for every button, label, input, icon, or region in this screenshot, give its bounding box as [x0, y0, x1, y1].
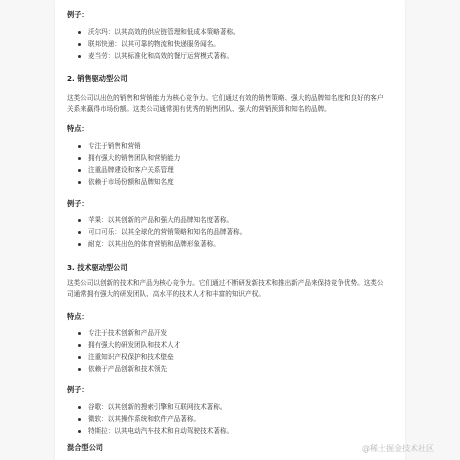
examples-label: 例子：	[67, 10, 89, 19]
list-item: 耐克：以其出色的体育营销和品牌形象著称。	[77, 238, 246, 250]
tech-examples-list	[77, 401, 233, 437]
list-item: 专注于销售和营销	[77, 140, 180, 152]
list-item: 拥有强大的销售团队和营销能力	[77, 152, 180, 164]
list-item: 微软：以其操作系统和软件产品著称。	[77, 413, 233, 425]
section-heading-tech: 3. 技术驱动型公司	[67, 263, 128, 272]
list-item: 麦当劳：以其标准化和高效的餐厅运营模式著称。	[77, 50, 240, 62]
list-item: 苹果：以其创新的产品和强大的品牌知名度著称。	[77, 214, 246, 226]
list-item: 联邦快递：以其可靠的物流和快递服务闻名。	[77, 38, 240, 50]
examples-label: 例子：	[67, 199, 89, 208]
list-item: 可口可乐：以其全球化的营销策略和知名的品牌著称。	[77, 226, 246, 238]
document-page	[55, 0, 405, 460]
sales-examples-list	[77, 214, 246, 250]
features-label: 特点：	[67, 312, 89, 321]
features-label: 特点：	[67, 124, 89, 133]
list-item: 注重品牌建设和客户关系管理	[77, 164, 180, 176]
list-item: 注重知识产权保护和技术壁垒	[77, 351, 180, 363]
section-paragraph-tech: 这类公司以创新的技术和产品为核心竞争力。它们通过不断研发新技术和推出新产品来保持竞争优势。这类公司通常拥有强大的研发团队、高水平的技术人才和丰富的知识产权。	[67, 279, 384, 298]
watermark-text: @稀土掘金技术社区	[362, 444, 434, 453]
tech-features-list	[77, 327, 180, 375]
list-item: 拥有强大的研发团队和技术人才	[77, 339, 180, 351]
list-item: 依赖于产品创新和技术领先	[77, 363, 180, 375]
list-item: 谷歌：以其创新的搜索引擎和互联网技术著称。	[77, 401, 233, 413]
sales-features-list	[77, 140, 180, 188]
list-item: 专注于技术创新和产品开发	[77, 327, 180, 339]
intro-examples-list	[77, 26, 240, 62]
list-item: 依赖于市场份额和品牌知名度	[77, 176, 180, 188]
list-item: 特斯拉：以其电动汽车技术和自动驾驶技术著称。	[77, 425, 233, 437]
list-item: 沃尔玛：以其高效的供应链管理和低成本策略著称。	[77, 26, 240, 38]
examples-label: 例子：	[67, 385, 89, 394]
section-heading-hybrid: 混合型公司	[67, 443, 103, 452]
section-heading-sales: 2. 销售驱动型公司	[67, 74, 128, 83]
section-paragraph-sales: 这类公司以出色的销售和营销能力为核心竞争力。它们通过有效的销售策略、强大的品牌知名度和良好的客户关系来赢得市场份额。这类公司通常拥有优秀的销售团队、强大的营销预算和知名的品牌。	[67, 94, 384, 113]
